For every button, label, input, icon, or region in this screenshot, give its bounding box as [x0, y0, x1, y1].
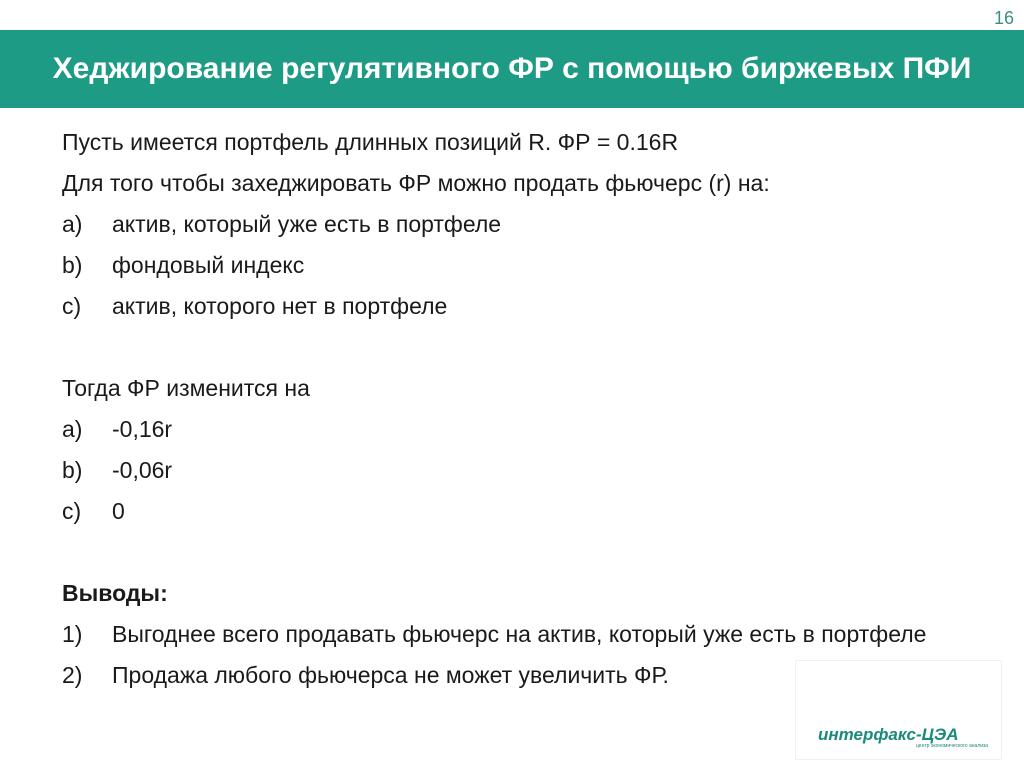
conclusion-1 [62, 618, 982, 651]
option-b [62, 245, 982, 286]
result-a [62, 409, 982, 450]
option-text: фондовый индекс [112, 252, 305, 278]
option-marker: c) [62, 293, 82, 319]
result-marker: a) [62, 416, 83, 442]
result-c [62, 491, 982, 532]
option-a [62, 204, 982, 245]
conclusion-marker: 2) [62, 662, 83, 688]
result-b [62, 450, 982, 491]
intro-line-1: Пусть имеется портфель длинных позиций R. ФР = 0.16R [62, 129, 679, 155]
logo-box [795, 660, 1002, 760]
conclusions-heading: Выводы: [62, 580, 168, 606]
conclusion-text: Выгоднее всего продавать фьючерс на актив, который уже есть в портфеле [112, 621, 927, 647]
conclusion-marker: 1) [62, 621, 83, 647]
slide-title-bar [0, 30, 1024, 108]
option-marker: b) [62, 252, 83, 278]
option-text: актив, который уже есть в портфеле [112, 211, 502, 237]
logo-subtitle: центр экономического анализа [916, 743, 989, 749]
result-text: -0,16r [112, 416, 173, 442]
result-marker: c) [62, 498, 82, 524]
slide-content [62, 122, 982, 696]
option-text: актив, которого нет в портфеле [112, 293, 448, 319]
conclusion-text: Продажа любого фьючерса не может увеличить ФР. [112, 662, 669, 688]
spacer [62, 532, 982, 573]
intro-line-2: Для того чтобы захеджировать ФР можно продать фьючерс (r) на: [62, 170, 770, 196]
result-marker: b) [62, 457, 83, 483]
spacer [62, 327, 982, 368]
option-c [62, 286, 982, 327]
interfax-logo: интерфакс-ЦЭА [818, 725, 959, 744]
slide-title: Хеджирование регулятивного ФР с помощью биржевых ПФИ [52, 52, 972, 85]
result-text: 0 [112, 498, 125, 524]
option-marker: a) [62, 211, 83, 237]
result-text: -0,06r [112, 457, 173, 483]
then-label: Тогда ФР изменится на [62, 375, 310, 401]
slide-number: 16 [993, 8, 1014, 28]
